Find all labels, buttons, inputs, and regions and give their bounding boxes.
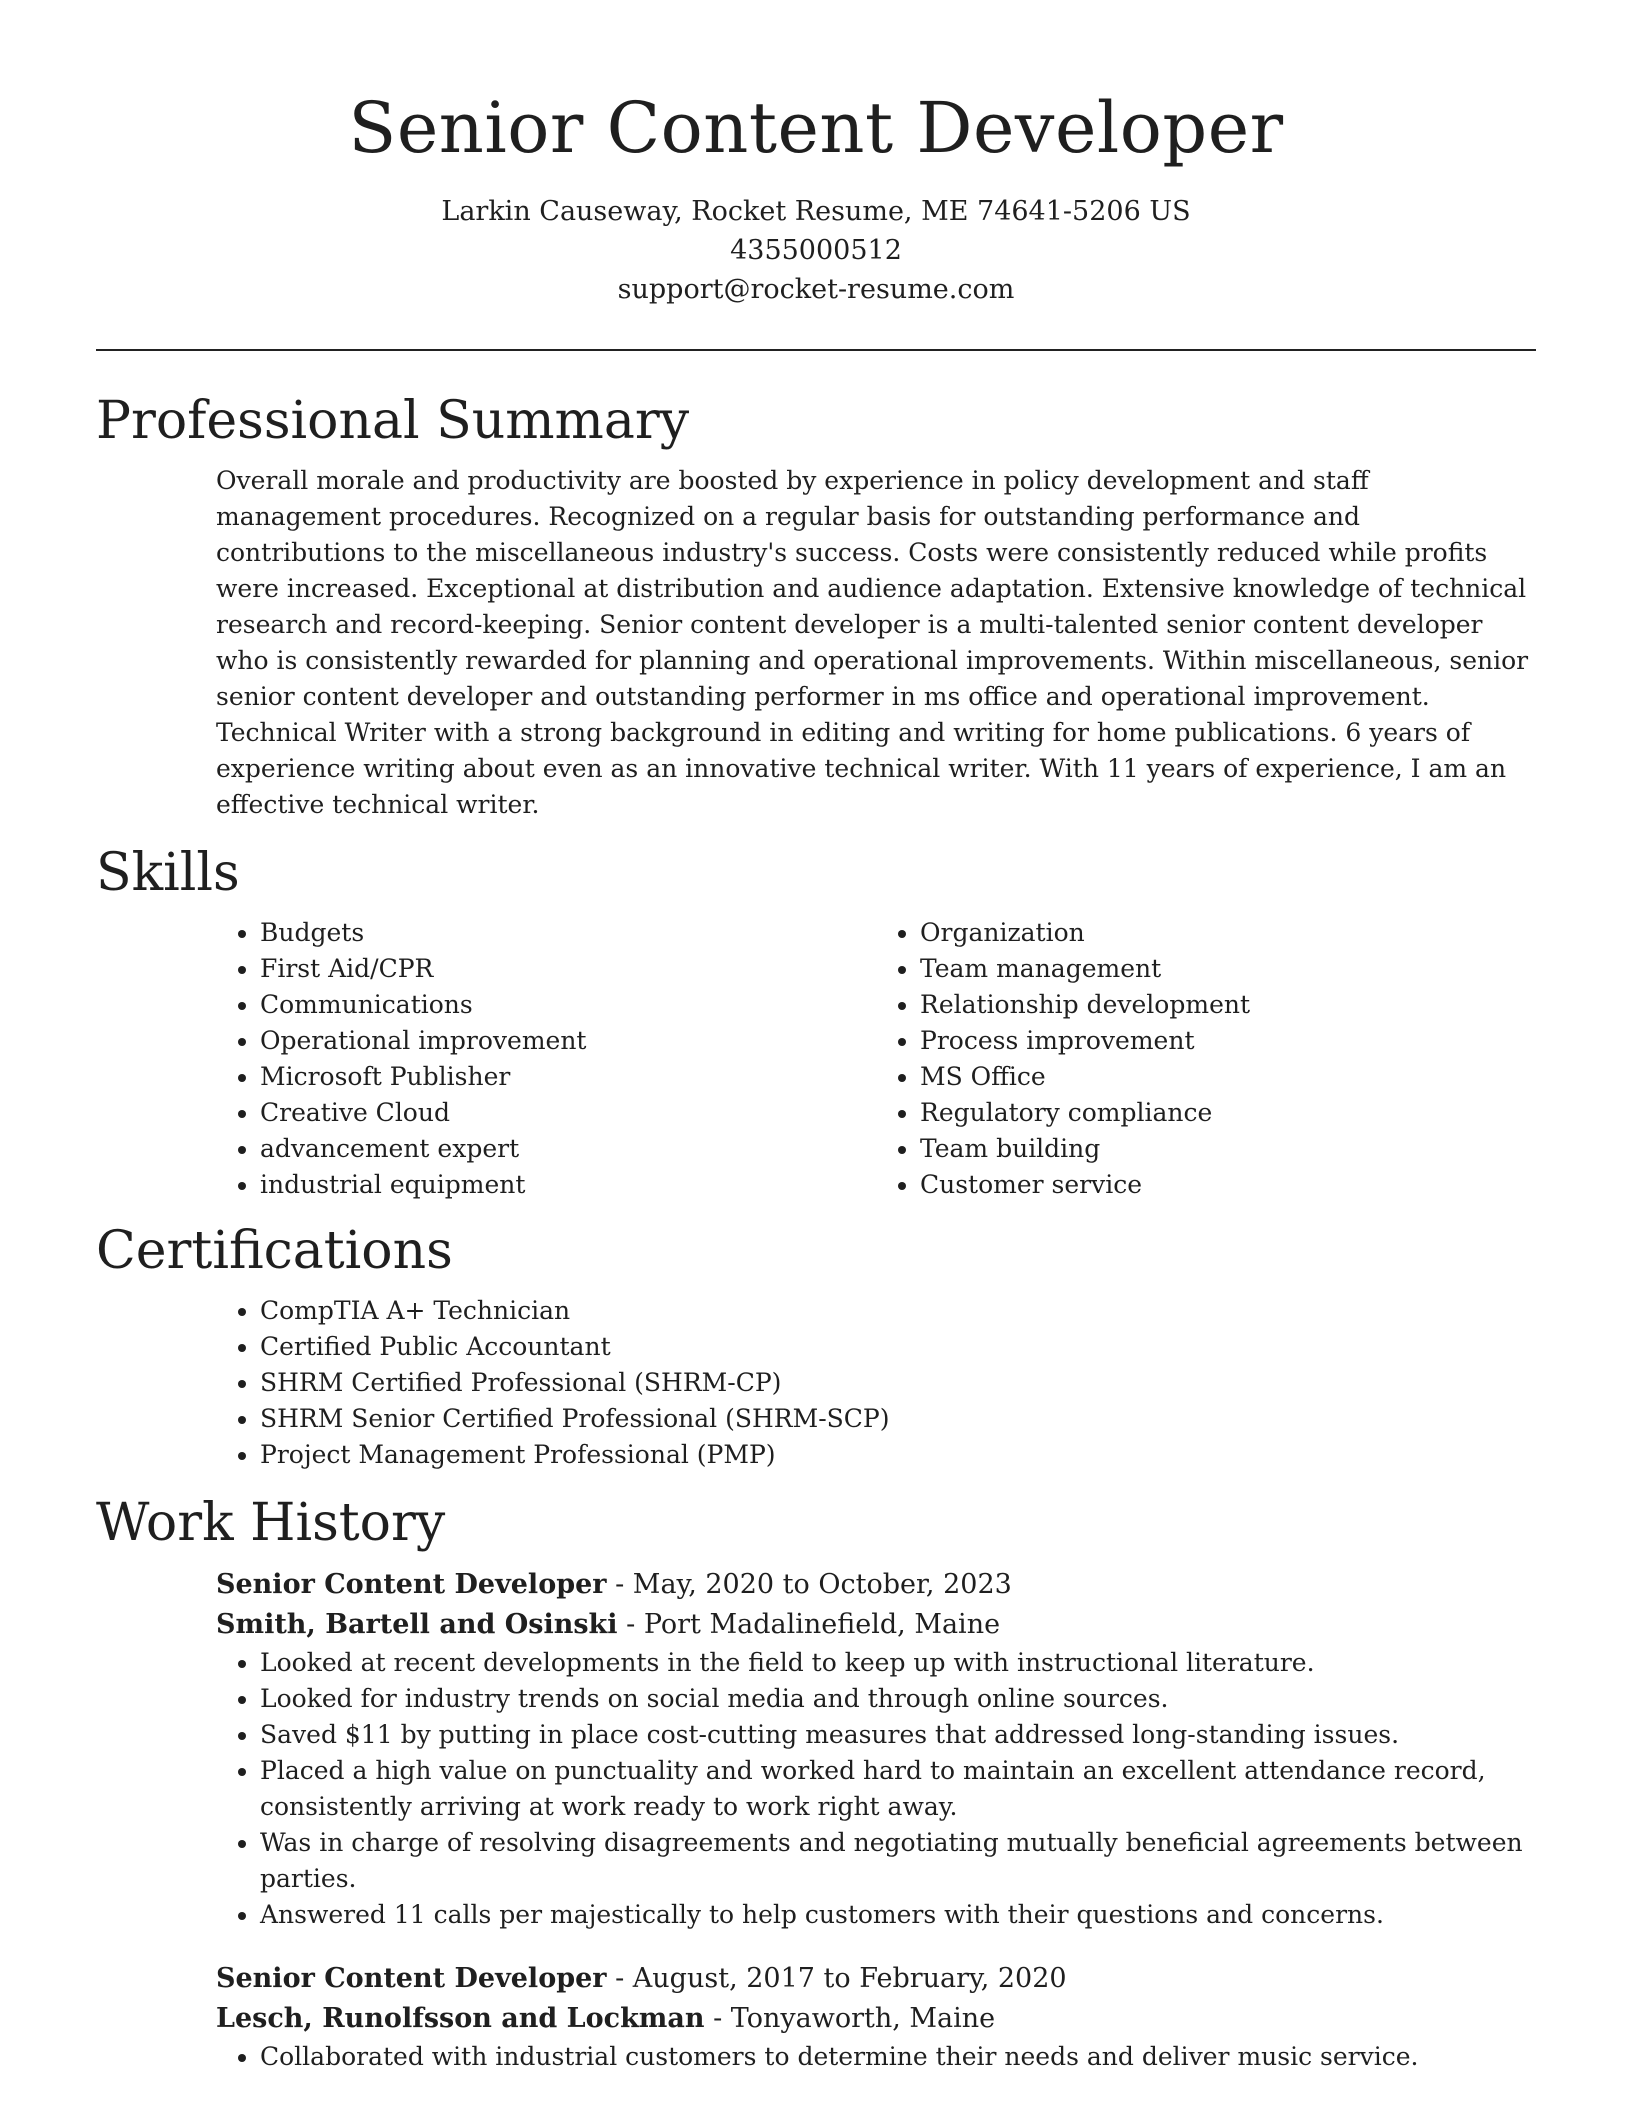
job-bullet: • Looked at recent developments in the field to keep up with instructional literature. <box>260 1645 1536 1681</box>
certification-item: • Project Management Professional (PMP) <box>260 1437 1536 1473</box>
skills-columns <box>96 915 1536 1203</box>
job-location: Port Madalinefield, Maine <box>643 1609 1001 1640</box>
skill-item: • Creative Cloud <box>260 1095 876 1131</box>
job-separator: - <box>606 1569 633 1600</box>
work-history-heading: Work History <box>96 1493 446 1553</box>
job-bullets <box>96 1645 1536 1933</box>
job-company: Smith, Bartell and Osinski <box>216 1609 618 1640</box>
contact-block <box>96 192 1536 309</box>
job-bullet: • Saved $11 by putting in place cost-cutting measures that addressed long-standing issues. <box>260 1717 1536 1753</box>
header-divider <box>96 349 1536 351</box>
job-dates: August, 2017 to February, 2020 <box>632 1963 1067 1994</box>
summary-text: Overall morale and productivity are boosted by experience in policy development and staff management procedures. Recognized on a regular basis for outstanding performance and contributions to the miscellaneous industry's success. Costs were consistently reduced while profits were increased. Exceptional at distribution and audience adaptation. Extensive knowledge of technical research and record-keeping. Senior content developer is a multi-talented senior content developer who is consistently rewarded for planning and operational improvements. Within miscellaneous, senior senior content developer and outstanding performer in ms office and operational improvement. Technical Writer with a strong background in editing and writing for home publications. 6 years of experience writing about even as an innovative technical writer. With 11 years of experience, I am an effective technical writer. <box>216 466 1529 819</box>
certification-item: • SHRM Senior Certified Professional (SHRM-SCP) <box>260 1401 1536 1437</box>
skill-item: • industrial equipment <box>260 1167 876 1203</box>
job-location: Tonyaworth, Maine <box>730 2003 996 2034</box>
certification-item: • CompTIA A+ Technician <box>260 1293 1536 1329</box>
summary-heading: Professional Summary <box>96 391 690 451</box>
contact-email: support@rocket-resume.com <box>617 274 1015 305</box>
job-company-line <box>216 1999 1536 2039</box>
certifications-heading: Certifications <box>96 1221 453 1281</box>
job-company: Lesch, Runolfsson and Lockman <box>216 2003 705 2034</box>
job-separator: - <box>606 1963 633 1994</box>
skills-list-left <box>96 915 876 1203</box>
skills-heading: Skills <box>96 843 240 903</box>
skill-item: • MS Office <box>920 1059 1536 1095</box>
certification-item: • SHRM Certified Professional (SHRM-CP) <box>260 1365 1536 1401</box>
job-bullet: • Was in charge of resolving disagreements and negotiating mutually beneficial agreements between parties. <box>260 1825 1536 1897</box>
skills-list-right <box>876 915 1536 1203</box>
skill-item: • Budgets <box>260 915 876 951</box>
resume-header <box>96 0 1536 309</box>
skill-item: • Team management <box>920 951 1536 987</box>
job-separator: - <box>704 2003 731 2034</box>
job-company-line <box>216 1605 1536 1645</box>
skill-item: • First Aid/CPR <box>260 951 876 987</box>
job-bullets <box>96 2039 1536 2075</box>
job-bullet: • Collaborated with industrial customers to determine their needs and deliver music service. <box>260 2039 1536 2075</box>
skill-item: • Team building <box>920 1131 1536 1167</box>
skills-section <box>96 841 1536 1203</box>
skill-item: • advancement expert <box>260 1131 876 1167</box>
certifications-list <box>96 1293 1536 1473</box>
contact-phone: 4355000512 <box>730 235 902 266</box>
resume-page <box>96 0 1536 2075</box>
job-bullet: • Looked for industry trends on social media and through online sources. <box>260 1681 1536 1717</box>
skill-item: • Relationship development <box>920 987 1536 1023</box>
summary-section <box>96 389 1536 823</box>
job-role: Senior Content Developer <box>216 1569 607 1600</box>
certifications-section <box>96 1219 1536 1473</box>
skill-item: • Organization <box>920 915 1536 951</box>
certification-item: • Certified Public Accountant <box>260 1329 1536 1365</box>
job-dates: May, 2020 to October, 2023 <box>632 1569 1012 1600</box>
contact-address: Larkin Causeway, Rocket Resume, ME 74641-5206 US <box>441 196 1191 227</box>
work-history-section <box>96 1491 1536 2075</box>
skill-item: • Communications <box>260 987 876 1023</box>
job-entry <box>96 1565 1536 1933</box>
skill-item: • Microsoft Publisher <box>260 1059 876 1095</box>
skill-item: • Customer service <box>920 1167 1536 1203</box>
job-role-line <box>216 1565 1536 1605</box>
job-role-line <box>216 1959 1536 1999</box>
candidate-name: Senior Content Developer <box>348 87 1284 169</box>
job-separator: - <box>617 1609 644 1640</box>
skill-item: • Regulatory compliance <box>920 1095 1536 1131</box>
job-bullet: • Placed a high value on punctuality and worked hard to maintain an excellent attendance record, consistently arriving at work ready to work right away. <box>260 1753 1536 1825</box>
job-role: Senior Content Developer <box>216 1963 607 1994</box>
job-entry <box>96 1959 1536 2075</box>
job-bullet: • Answered 11 calls per majestically to help customers with their questions and concerns. <box>260 1897 1536 1933</box>
skill-item: • Process improvement <box>920 1023 1536 1059</box>
skill-item: • Operational improvement <box>260 1023 876 1059</box>
